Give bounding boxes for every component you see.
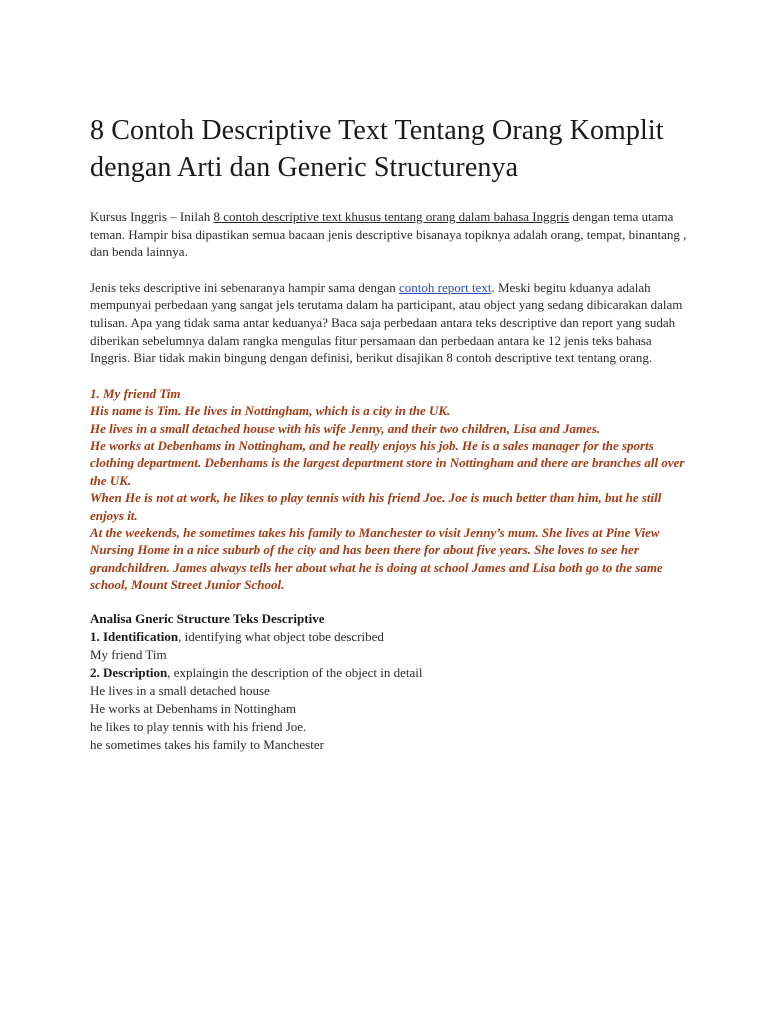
intro-text-after: dengan tema utama teman. Hampir bisa dipastikan semua bacaan jenis descriptive bisanaya topiknya adalah orang, tempat, binantang , dan benda lainnya. <box>90 209 687 260</box>
story-heading: 1. My friend Tim <box>90 385 181 401</box>
para2-text-before: Jenis teks descriptive ini sebenaranya hampir sama dengan <box>90 279 400 295</box>
article <box>90 112 690 754</box>
intro-link[interactable]: 8 contoh descriptive text khusus tentang orang dalam bahasa Inggris <box>213 209 570 224</box>
intro-paragraph <box>90 208 690 261</box>
report-text-link[interactable]: contoh report text <box>399 279 492 295</box>
identification-line <box>90 628 690 646</box>
description-line <box>90 664 690 682</box>
description-text: , explaingin the description of the object in detail <box>167 664 423 680</box>
description-item: he likes to play tennis with his friend Joe. <box>90 718 307 734</box>
story-line: He lives in a small detached house with his wife Jenny, and their two children, Lisa and James. <box>90 420 601 436</box>
story-line: When He is not at work, he likes to play tennis with his friend Joe. Joe is much better than him, but he still enjoys it. <box>90 490 662 523</box>
intro-text-before: Kursus Inggris – Inilah <box>90 209 214 224</box>
story-line: At the weekends, he sometimes takes his family to Manchester to visit Jenny’s mum. She lives at Pine View Nursing Home in a nice suburb of the city and has been there for about five years. She loves to see her grandchildren. James always tells her about what he is doing at school James and Lisa both go to the same school, Mount Street Junior School. <box>90 525 663 593</box>
second-paragraph <box>90 279 690 367</box>
description-item: He works at Debenhams in Nottingham <box>90 700 297 716</box>
page-title: 8 Contoh Descriptive Text Tentang Orang Komplit dengan Arti dan Generic Structurenya <box>90 115 664 183</box>
description-item: he sometimes takes his family to Manchester <box>90 736 324 752</box>
para2-text-after: . Meski begitu kduanya adalah mempunyai perbedaan yang sangat jels terutama dalam ha participant, atau object yang sedang dibicarakan dalam tulisan. Apa yang tidak sama antar keduanya? Baca saja perbedaan antara teks descriptive dan report yang sudah diberikan sebelumnya dalam rangka mengulas fitur persamaan dan perbedaan antara ke 12 jenis teks bahasa Inggris. Biar tidak makin bingung dengan definisi, berikut disajikan 8 contoh descriptive text tentang orang. <box>90 279 683 366</box>
identification-label: 1. Identification <box>90 628 179 644</box>
analysis-heading: Analisa Gneric Structure Teks Descriptive <box>90 610 325 626</box>
description-item: He lives in a small detached house <box>90 682 270 698</box>
analysis-section <box>90 610 690 754</box>
story-example <box>90 385 690 594</box>
description-label: 2. Description <box>90 664 168 680</box>
identification-item: My friend Tim <box>90 646 167 662</box>
story-line: His name is Tim. He lives in Nottingham, which is a city in the UK. <box>90 403 451 419</box>
identification-text: , identifying what object tobe described <box>178 628 384 644</box>
story-line: He works at Debenhams in Nottingham, and he really enjoys his job. He is a sales manager for the sports clothing department. Debenhams is the largest department store in Nottingham and there are branches all over the UK. <box>90 437 685 488</box>
